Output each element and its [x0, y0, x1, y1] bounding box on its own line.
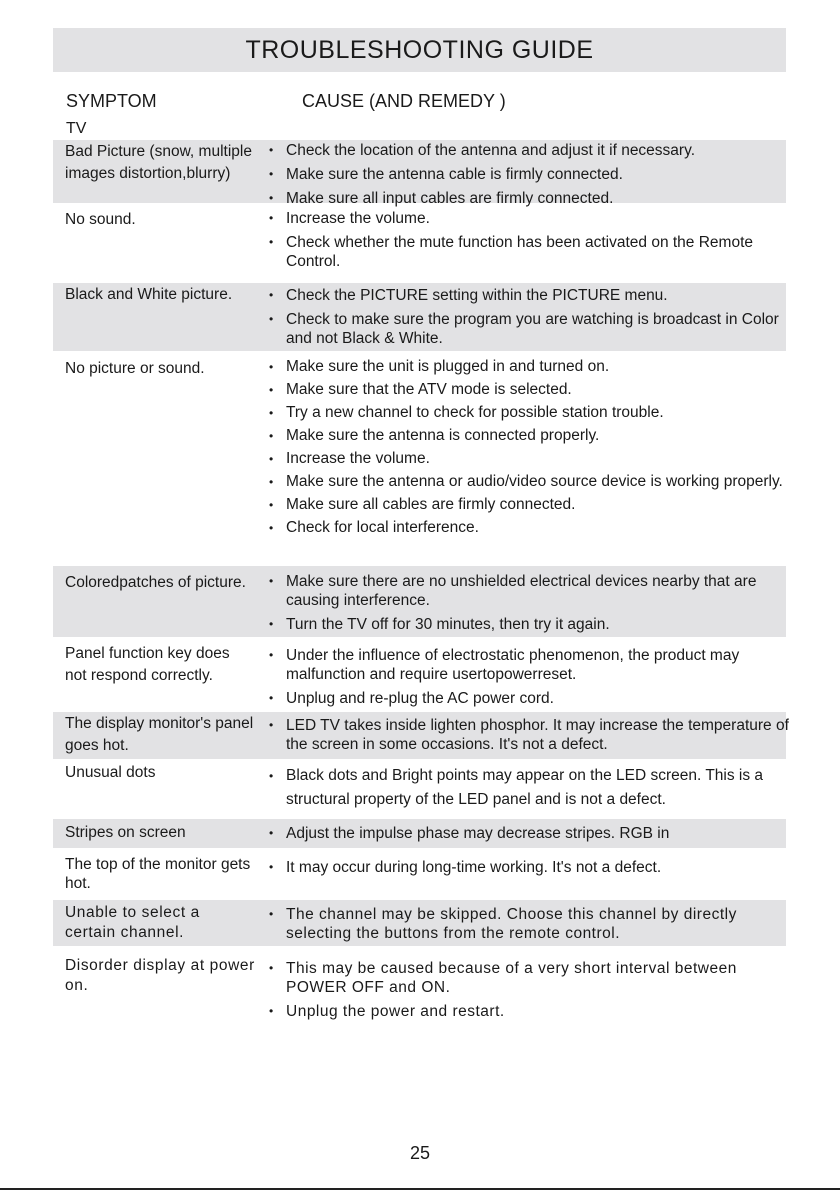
cause-list	[269, 716, 789, 759]
cause-item: • Increase the volume.	[269, 450, 789, 468]
symptom-text: Unable to select a certain channel.	[65, 904, 200, 941]
cause-item: • It may occur during long-time working. It's not a defect.	[269, 858, 789, 877]
symptom-text: Panel function key does not respond correctly.	[65, 645, 230, 684]
cause-list	[269, 646, 789, 713]
cause-list	[269, 286, 789, 353]
cause-item: • Make sure all cables are firmly connected.	[269, 496, 789, 514]
cause-item: • Unplug the power and restart.	[269, 1002, 789, 1021]
cause-item: • Black dots and Bright points may appear on the LED screen. This is a structural property of the LED panel and is not a defect.	[269, 764, 804, 812]
cause-item: • Check the PICTURE setting within the PICTURE menu.	[269, 286, 789, 305]
table-row	[53, 819, 786, 848]
cause-item: • This may be caused because of a very short interval between POWER OFF and ON.	[269, 959, 789, 997]
bottom-divider	[0, 1188, 840, 1190]
cause-item: • Try a new channel to check for possible station trouble.	[269, 404, 789, 422]
table-row	[53, 642, 786, 708]
cause-list	[269, 209, 789, 276]
table-row	[53, 283, 786, 351]
symptom-text: Unusual dots	[65, 764, 156, 781]
cause-item: • Unplug and re-plug the AC power cord.	[269, 689, 789, 708]
symptom-text: Stripes on screen	[65, 824, 186, 841]
symptom-text: No sound.	[65, 211, 136, 228]
symptom-text: Black and White picture.	[65, 286, 233, 303]
cause-list	[269, 572, 789, 639]
cause-item: • Turn the TV off for 30 minutes, then try it again.	[269, 615, 789, 634]
cause-item: • Make sure all input cables are firmly connected.	[269, 189, 789, 208]
table-row	[53, 762, 786, 817]
section-label: TV	[66, 120, 87, 137]
cause-item: • Increase the volume.	[269, 209, 789, 228]
table-row	[53, 208, 786, 278]
cause-item: • Check to make sure the program you are watching is broadcast in Color and not Black & White.	[269, 310, 789, 348]
table-row	[53, 566, 786, 637]
cause-item: • Check for local interference.	[269, 519, 789, 537]
cause-list	[269, 959, 789, 1026]
cause-item: • LED TV takes inside lighten phosphor. It may increase the temperature of the screen in some occasions. It's not a defect.	[269, 716, 789, 754]
table-row	[53, 953, 786, 1020]
cause-item: • Make sure that the ATV mode is selected.	[269, 381, 789, 399]
table-row	[53, 853, 786, 895]
cause-column-header: CAUSE (AND REMEDY )	[302, 91, 506, 111]
page-number: 25	[409, 1143, 431, 1163]
symptom-text: Bad Picture (snow, multiple images distortion,blurry)	[65, 143, 252, 182]
cause-item: • Make sure the unit is plugged in and turned on.	[269, 358, 789, 376]
cause-list	[269, 141, 789, 213]
cause-item: • The channel may be skipped. Choose this channel by directly selecting the buttons from the remote control.	[269, 905, 789, 943]
table-row	[53, 900, 786, 946]
cause-list	[269, 824, 789, 848]
symptom-text: The display monitor's panel goes hot.	[65, 715, 254, 754]
symptom-text: Coloredpatches of picture.	[65, 574, 246, 591]
table-row	[53, 358, 786, 563]
cause-list	[269, 858, 789, 882]
cause-item: • Check the location of the antenna and adjust it if necessary.	[269, 141, 789, 160]
cause-item: • Make sure the antenna cable is firmly connected.	[269, 165, 789, 184]
table-row	[53, 712, 789, 759]
cause-list	[269, 905, 789, 948]
symptom-text: No picture or sound.	[65, 360, 205, 377]
symptom-column-header: SYMPTOM	[66, 91, 157, 111]
cause-item: • Make sure the antenna or audio/video source device is working properly.	[269, 473, 789, 491]
cause-list	[269, 764, 804, 817]
cause-list	[269, 358, 789, 542]
symptom-text: Disorder display at power on.	[65, 957, 255, 994]
cause-item: • Adjust the impulse phase may decrease stripes. RGB in	[269, 824, 789, 843]
cause-item: • Check whether the mute function has been activated on the Remote Control.	[269, 233, 789, 271]
cause-item: • Make sure there are no unshielded electrical devices nearby that are causing interference.	[269, 572, 789, 610]
page-title: TROUBLESHOOTING GUIDE	[53, 28, 786, 72]
cause-item: • Make sure the antenna is connected properly.	[269, 427, 789, 445]
table-row	[53, 140, 786, 207]
cause-item: • Under the influence of electrostatic phenomenon, the product may malfunction and require usertopowerreset.	[269, 646, 789, 684]
symptom-text: The top of the monitor gets hot.	[65, 856, 251, 892]
